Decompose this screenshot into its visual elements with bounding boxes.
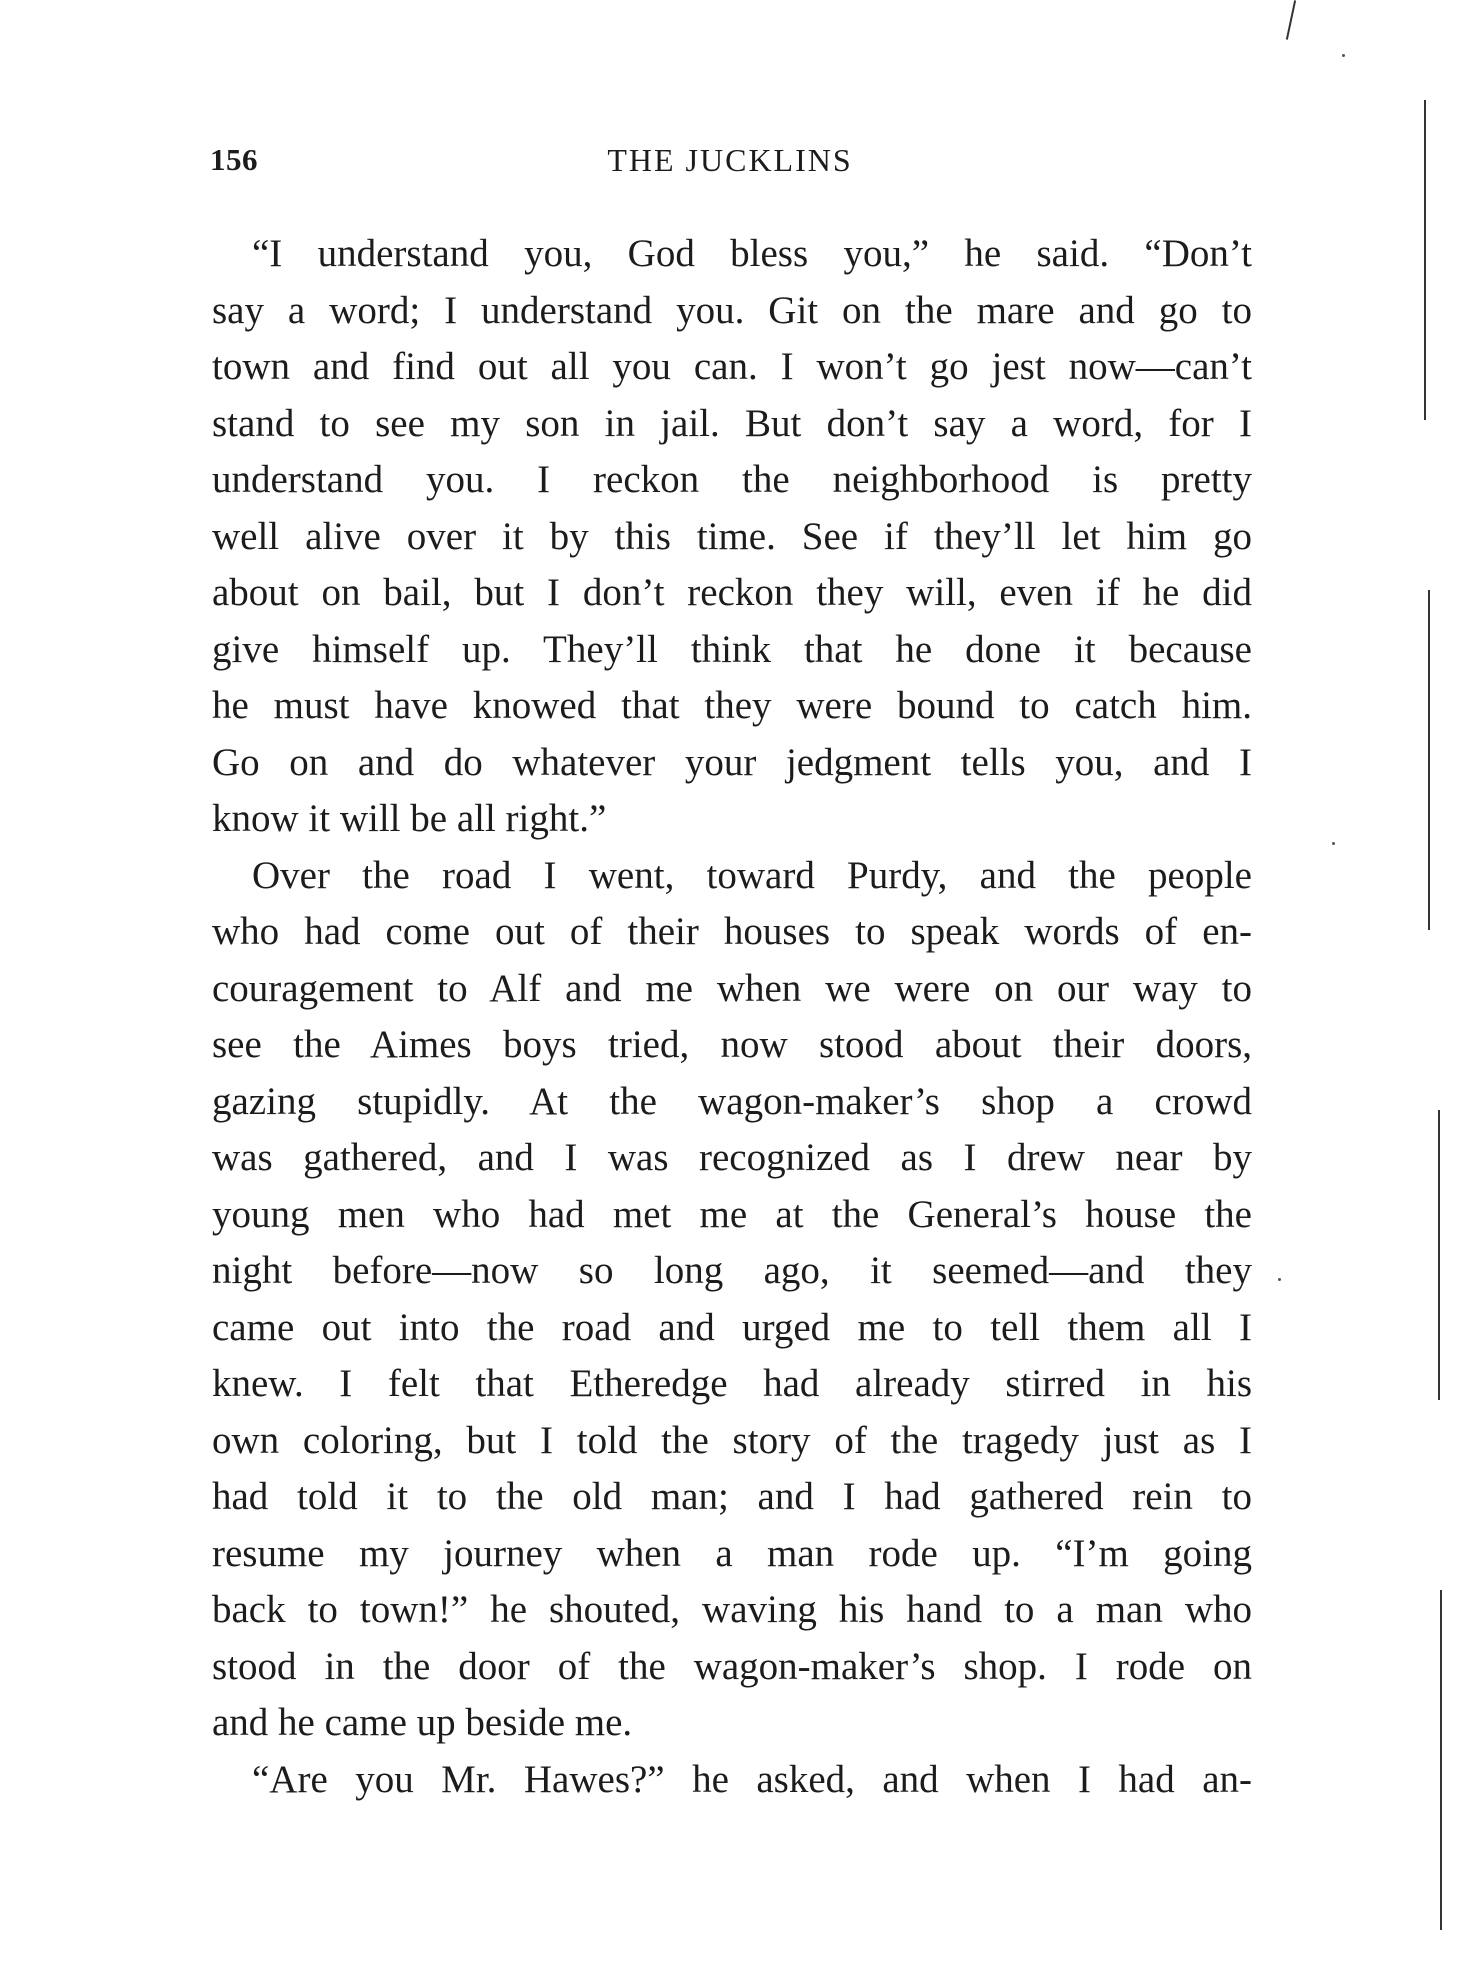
- text-line: back to town!” he shouted, waving his hand to a man who: [212, 1588, 1252, 1631]
- text-line: and he came up beside me.: [212, 1701, 633, 1744]
- text-line: he must have knowed that they were bound to catch him.: [212, 684, 1252, 727]
- text-line: “Are you Mr. Hawes?” he asked, and when I had an-: [252, 1757, 1252, 1801]
- text-line: “I understand you, God bless you,” he said. “Don’t: [252, 232, 1252, 275]
- body-text: [212, 226, 1252, 1808]
- text-line: Over the road I went, toward Purdy, and the people: [252, 853, 1252, 897]
- text-line: who had come out of their houses to speak words of en-: [212, 910, 1252, 953]
- paragraph-1: [212, 226, 1252, 848]
- scan-edge-mark: [1438, 1110, 1440, 1400]
- scan-speck: [1278, 1278, 1281, 1281]
- page-header: [210, 142, 1250, 192]
- running-head: THE JUCKLINS: [607, 142, 853, 178]
- text-line: couragement to Alf and me when we were on our way to: [212, 966, 1252, 1010]
- text-line: Go on and do whatever your jedgment tells you, and I: [212, 740, 1252, 784]
- text-line: was gathered, and I was recognized as I drew near by: [212, 1136, 1252, 1179]
- text-line: knew. I felt that Etheredge had already stirred in his: [212, 1362, 1252, 1405]
- text-line: resume my journey when a man rode up. “I’m going: [212, 1531, 1252, 1575]
- paragraph-2: [212, 848, 1252, 1752]
- text-line: stood in the door of the wagon-maker’s shop. I rode on: [212, 1644, 1252, 1688]
- text-line: town and find out all you can. I won’t go jest now—can’t: [212, 345, 1252, 388]
- text-line: know it will be all right.”: [212, 797, 607, 840]
- text-line: see the Aimes boys tried, now stood about their doors,: [212, 1023, 1252, 1066]
- text-line: had told it to the old man; and I had gathered rein to: [212, 1475, 1252, 1518]
- text-line: came out into the road and urged me to tell them all I: [212, 1305, 1252, 1349]
- scan-edge-mark: [1440, 1590, 1442, 1930]
- scan-edge-mark: [1424, 100, 1426, 420]
- scan-edge-mark: [1428, 590, 1430, 930]
- scan-speck: [1342, 54, 1345, 57]
- text-line: own coloring, but I told the story of the tragedy just as I: [212, 1418, 1252, 1462]
- text-line: about on bail, but I don’t reckon they will, even if he did: [212, 571, 1252, 614]
- text-line: give himself up. They’ll think that he done it because: [212, 627, 1252, 671]
- text-line: gazing stupidly. At the wagon-maker’s shop a crowd: [212, 1079, 1252, 1123]
- scan-speck: [1332, 842, 1335, 845]
- paragraph-3: [212, 1752, 1252, 1809]
- text-line: night before—now so long ago, it seemed—and they: [212, 1249, 1252, 1292]
- text-line: stand to see my son in jail. But don’t say a word, for I: [212, 401, 1252, 445]
- text-line: young men who had met me at the General’s house the: [212, 1192, 1252, 1236]
- page-number: 156: [210, 142, 258, 177]
- text-line: well alive over it by this time. See if they’ll let him go: [212, 514, 1252, 558]
- scan-edge-mark: [1286, 0, 1296, 40]
- text-line: understand you. I reckon the neighborhood is pretty: [212, 458, 1252, 501]
- text-line: say a word; I understand you. Git on the mare and go to: [212, 288, 1252, 332]
